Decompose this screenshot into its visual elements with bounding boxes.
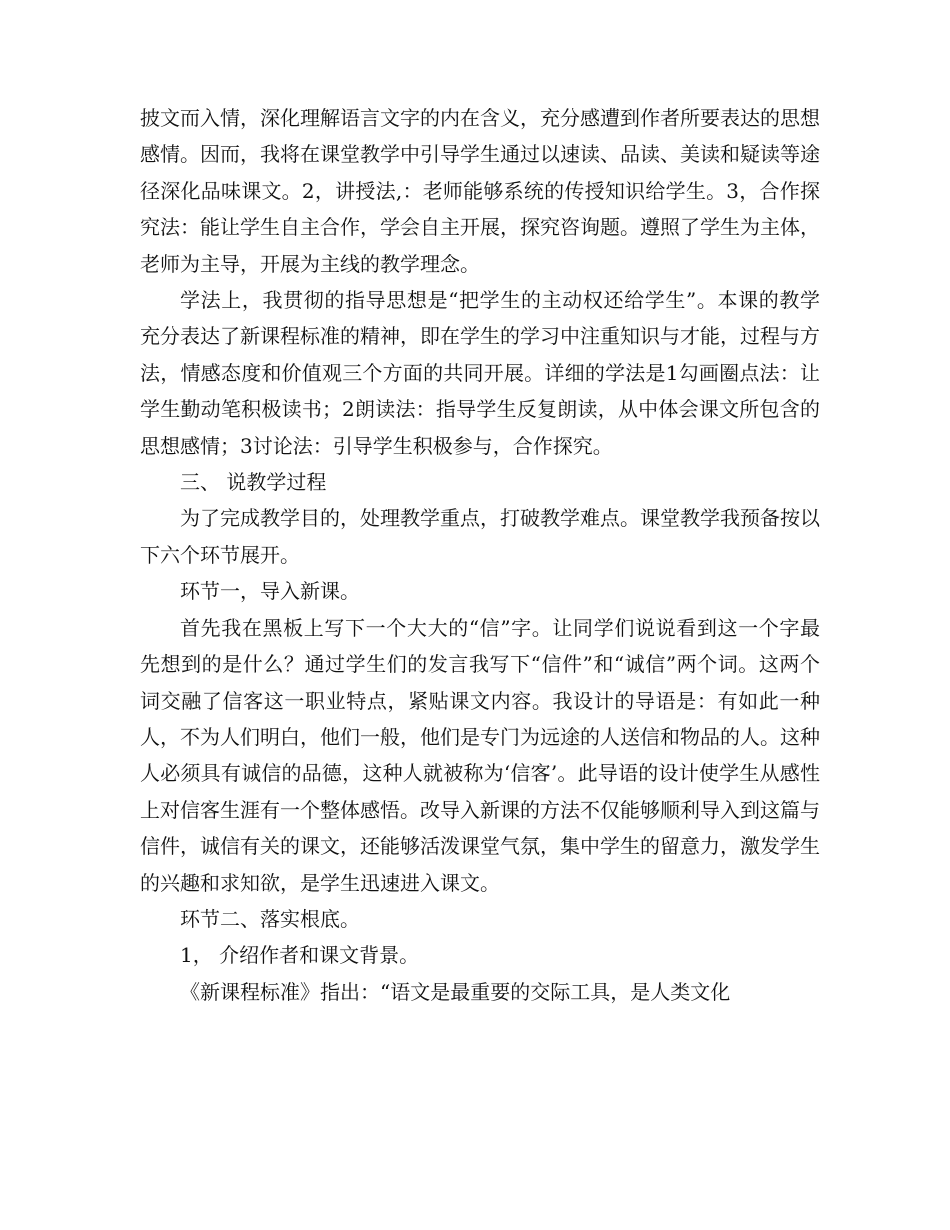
paragraph-teaching-methods-continued: 披文而入情，深化理解语言文字的内在含义，充分感遭到作者所要表达的思想感情。因而，我将在课堂教学中引导学生通过以速读、品读、美读和疑读等途径深化品味课文。2，讲授法,：老师能够系统的传授知识给学生。3，合作探究法：能让学生自主合作，学会自主开展，探究咨询题。遵照了学生为主体，老师为主导，开展为主线的教学理念。 <box>140 106 820 276</box>
paragraph-curriculum-standard-quote: 《新课程标准》指出：“语文是最重要的交际工具，是人类文化 <box>180 979 731 1004</box>
subheading-step-two: 环节二、落实根底。 <box>180 906 360 931</box>
subheading-step-one: 环节一，导入新课。 <box>180 579 360 604</box>
paragraph-learning-methods: 学法上，我贯彻的指导思想是“把学生的主动权还给学生”。本课的教学充分表达了新课程标准的精神，即在学生的学习中注重知识与才能，过程与方法，情感态度和价值观三个方面的共同开展。详细的学法是1勾画圈点法：让学生勤动笔积极读书；2朗读法：指导学生反复朗读，从中体会课文所包含的思想感情；3讨论法：引导学生积极参与，合作探究。 <box>140 288 820 458</box>
document-body <box>140 100 820 1010</box>
section-heading-teaching-process: 三、 说教学过程 <box>180 470 327 495</box>
paragraph-process-intro: 为了完成教学目的，处理教学重点，打破教学难点。课堂教学我预备按以下六个环节展开。 <box>140 506 820 567</box>
list-item-author-background: 1， 介绍作者和课文背景。 <box>180 943 420 968</box>
paragraph-step-one-detail: 首先我在黑板上写下一个大大的“信”字。让同学们说说看到这一个字最先想到的是什么？通过学生们的发言我写下“信件”和“诚信”两个词。这两个词交融了信客这一职业特点，紧贴课文内容。我设计的导语是：有如此一种人，不为人们明白，他们一般，他们是专门为远途的人送信和物品的人。这种人必须具有诚信的品德，这种人就被称为‘信客’。此导语的设计使学生从感性上对信客生涯有一个整体感悟。改导入新课的方法不仅能够顺利导入到这篇与信件，诚信有关的课文，还能够活泼课堂气氛，集中学生的留意力，激发学生的兴趣和求知欲，是学生迅速进入课文。 <box>140 615 820 895</box>
